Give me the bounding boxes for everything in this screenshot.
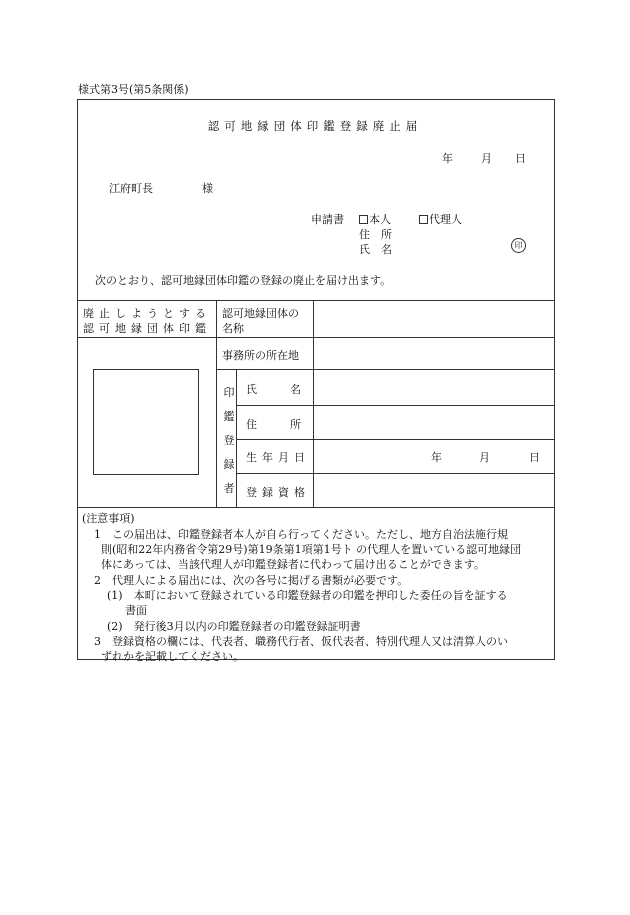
note-1-line-3: 体にあっては、当該代理人が印鑑登録者に代わって届け出ることができます。 xyxy=(101,558,485,571)
notes-heading: (注意事項) xyxy=(82,512,135,525)
row-rule-4 xyxy=(236,439,555,440)
col-rule-1 xyxy=(216,300,217,507)
date-day-label: 日 xyxy=(515,152,526,165)
note-1-line-1: 1 この届出は、印鑑登録者本人が自ら行ってください。ただし、地方自治法施行規 xyxy=(94,528,508,541)
addressee-name: 江府町長 xyxy=(109,182,153,195)
row-rule-2 xyxy=(216,369,555,370)
registrant-vertical-3: 登 xyxy=(223,434,235,447)
col-rule-3 xyxy=(313,300,314,507)
registrant-address-label: 住 所 xyxy=(246,418,301,431)
note-2-line-1: 2 代理人による届出には、次の各号に掲げる書類が必要です。 xyxy=(94,574,409,587)
intro-statement: 次のとおり、認可地縁団体印鑑の登録の廃止を届け出ます。 xyxy=(95,274,392,287)
table-bottom-rule xyxy=(77,507,555,508)
applicant-name-label: 氏 名 xyxy=(359,243,392,256)
note-2-1-line-2: 書面 xyxy=(125,604,147,617)
note-2-2-line-1: (2) 発行後3月以内の印鑑登録者の印鑑登録証明書 xyxy=(107,620,361,633)
date-year-label: 年 xyxy=(442,152,453,165)
registrant-vertical-1: 印 xyxy=(223,386,235,399)
registrant-qualification-label: 登録資格 xyxy=(246,486,310,499)
date-month-label: 月 xyxy=(481,152,492,165)
birth-year-label: 年 xyxy=(431,451,442,464)
registrant-vertical-5: 者 xyxy=(223,482,235,495)
row-rule-5 xyxy=(236,473,555,474)
org-name-label-line2: 名称 xyxy=(222,322,244,335)
addressee-honorific: 様 xyxy=(202,182,213,195)
seal-mark-icon: 印 xyxy=(511,238,526,253)
left-header-line1: 廃止しようとする xyxy=(83,307,211,320)
birth-month-label: 月 xyxy=(479,451,490,464)
note-2-1-line-1: (1) 本町において登録されている印鑑登録者の印鑑を押印した委任の旨を証する xyxy=(107,589,508,602)
row-rule-1 xyxy=(77,337,555,338)
form-title: 認可地縁団体印鑑登録廃止届 xyxy=(207,119,423,133)
col-rule-2 xyxy=(236,369,237,507)
note-1-line-2: 則(昭和22年内務省令第29号)第19条第1項第1号ト の代理人を置いている認可地縁団 xyxy=(101,543,522,556)
registrant-birthdate-label: 生年月日 xyxy=(246,451,310,464)
left-header-line2: 認可地縁団体印鑑 xyxy=(83,322,211,335)
form-number-label: 様式第3号(第5条関係) xyxy=(78,83,189,96)
applicant-label: 申請書 xyxy=(311,213,344,226)
note-3-line-2: ずれかを記載してください。 xyxy=(101,650,244,663)
registrant-name-label: 氏 名 xyxy=(246,383,301,396)
seal-impression-box[interactable] xyxy=(93,369,199,475)
registrant-vertical-4: 録 xyxy=(223,458,235,471)
note-3-line-1: 3 登録資格の欄には、代表者、職務代行者、仮代表者、特別代理人又は清算人のい xyxy=(94,635,508,648)
org-name-label-line1: 認可地縁団体の xyxy=(222,307,299,320)
registrant-vertical-2: 鑑 xyxy=(223,410,235,423)
birth-day-label: 日 xyxy=(529,451,540,464)
self-option[interactable] xyxy=(359,211,391,227)
proxy-checkbox[interactable] xyxy=(419,215,428,224)
self-checkbox[interactable] xyxy=(359,215,368,224)
self-option-label: 本人 xyxy=(369,213,391,226)
office-address-label: 事務所の所在地 xyxy=(222,349,299,362)
applicant-address-label: 住 所 xyxy=(359,228,392,241)
table-top-rule xyxy=(77,300,555,301)
row-rule-3 xyxy=(236,405,555,406)
proxy-option-label: 代理人 xyxy=(429,213,462,226)
proxy-option[interactable] xyxy=(419,211,462,227)
